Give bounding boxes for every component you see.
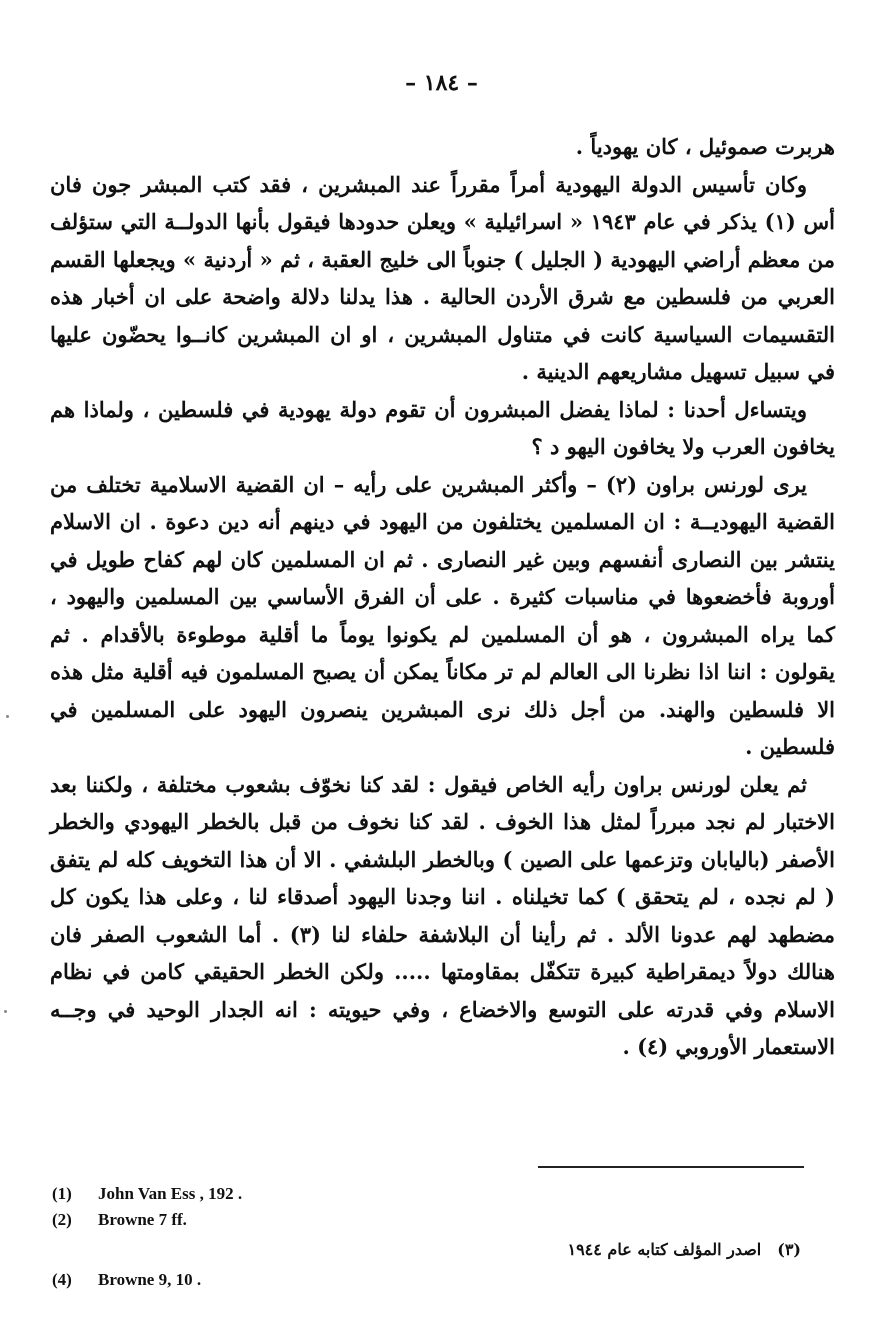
- paragraph-5: ثم يعلن لورنس براون رأيه الخاص فيقول : لقد كنا نخوّف بشعوب مختلفة ، ولكننا بعد الاختبار لم نجد مبرراً لمثل هذا الخوف . لقد كنا نخوف من قبل بالخطر اليهودي والخطر الأصفر (باليابان وتزعمها على الصين ) وبالخطر البلشفي . الا أن هذا التخويف كله لم يتفق ( لم نجده ، لم يتحقق ) كما تخيلناه . اننا وجدنا اليهود أصدقاء لنا ، وعلى هذا يكون كل مضطهد لهم عدونا الألد . ثم رأينا أن البلاشفة حلفاء لنا (٣) . أما الشعوب الصفر فان هنالك دولاً ديمقراطية كبيرة تتكفّل بمقاومتها ..... ولكن الخطر الحقيقي كامن في نظام الاسلام وفي قدرته على التوسع والاخضاع ، وفي حيويته : انه الجدار الوحيد في وجــه الاستعمار الأوروبي (٤) .: [50, 771, 835, 1059]
- footnote-4-number: (4): [52, 1270, 72, 1289]
- footnote-2-number: (2): [52, 1210, 72, 1229]
- footnote-4-text: Browne 9, 10 .: [98, 1270, 202, 1289]
- footnote-1: [52, 1184, 242, 1204]
- footnote-1-number: (1): [52, 1184, 72, 1203]
- footnote-separator: [538, 1166, 804, 1168]
- footnote-1-text: John Van Ess , 192 .: [98, 1184, 243, 1203]
- footnote-3-text: اصدر المؤلف كتابه عام ١٩٤٤: [567, 1240, 762, 1259]
- footnote-3: [567, 1240, 801, 1259]
- scan-speck: [4, 1010, 7, 1013]
- footnote-3-number: (٣): [777, 1240, 801, 1259]
- paragraph-3: ويتساءل أحدنا : لماذا يفضل المبشرون أن تقوم دولة يهودية في فلسطين ، ولماذا هم يخافون العرب ولا يخافون اليهو د ؟: [50, 396, 835, 459]
- paragraph-4: يرى لورنس براون (٢) – وأكثر المبشرين على رأيه – ان القضية الاسلامية تختلف من القضية اليهوديــة : ان المسلمين يختلفون من اليهود في دينهم أنه دين دعوة . ان الاسلام ينتشر بين النصارى أنفسهم وبين غير النصارى . ثم ان المسلمين كان لهم كفاح طويل في أوروبة فأخضعوها في مناسبات كثيرة . على أن الفرق الأساسي بين المسلمين واليهود ، كما يراه المبشرون ، هو أن المسلمين لم يكونوا يوماً ما أقلية موطوءة بالأقدام . ثم يقولون : اننا اذا نظرنا الى العالم لم تر مكاناً يمكن أن يصبح المسلمون فيه أقلية مثل هذه الا فلسطين والهند. من أجل ذلك نرى المبشرين ينصرون اليهود على المسلمين في فلسطين .: [50, 471, 835, 759]
- footnote-2: [52, 1210, 187, 1230]
- scan-speck: [6, 715, 9, 718]
- footnote-4: [52, 1270, 201, 1290]
- page-number: – ١٨٤ –: [405, 70, 478, 96]
- paragraph-1: هربرت صموئيل ، كان يهودياً .: [575, 134, 835, 159]
- footnote-2-text: Browne 7 ff.: [98, 1210, 187, 1229]
- body-text: [50, 128, 835, 1066]
- paragraph-2: وكان تأسيس الدولة اليهودية أمراً مقرراً عند المبشرين ، فقد كتب المبشر جون فان أس (١) يذكر في عام ١٩٤٣ « اسرائيلية » ويعلن حدودها فيقول بأنها الدولــة التي ستؤلف من معظم أراضي اليهودية ( الجليل ) جنوباً الى خليج العقبة ، ثم « أردنية » ويجعلها القسم العربي من فلسطين مع شرق الأردن الحالية . هذا يدلنا دلالة واضحة على ان أخبار هذه التقسيمات السياسية كانت في متناول المبشرين ، او ان المبشرين كانــوا يحضّون عليها في سبيل تسهيل مشاريعهم الدينية .: [50, 171, 836, 384]
